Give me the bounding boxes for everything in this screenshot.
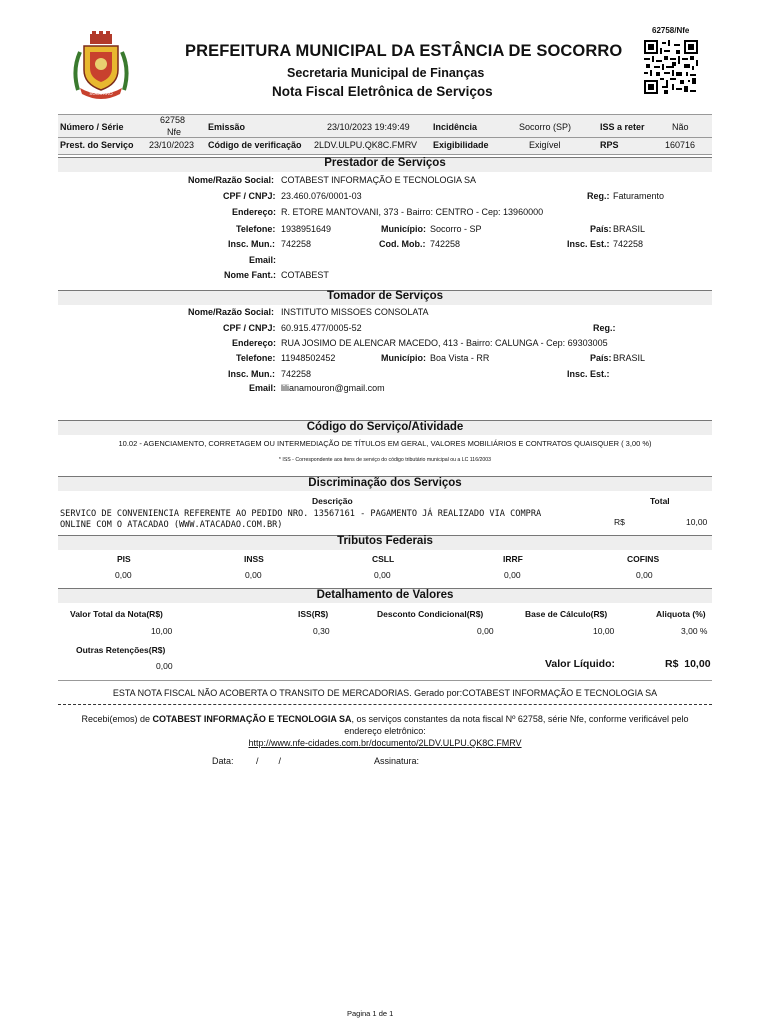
incidencia-value: Socorro (SP) — [519, 122, 572, 132]
aliquota-value: 3,00 % — [681, 626, 708, 636]
service-description-line1: SERVICO DE CONVENIENCIA REFERENTE AO PEDIDO NRO. 13567161 - PAGAMENTO JÁ REALIZADO VIA COMPRA — [60, 509, 542, 519]
prestador-cod-mob-value: 742258 — [430, 239, 461, 249]
tomador-section-title: Tomador de Serviços — [326, 290, 444, 302]
prestador-municipio-value: Socorro - SP — [430, 224, 482, 234]
prestador-section-title: Prestador de Serviços — [324, 157, 446, 169]
exigibilidade-label: Exigibilidade — [433, 140, 489, 150]
codigo-verificacao-value: 2LDV.ULPU.QK8C.FMRV — [314, 140, 418, 150]
tomador-cpf-label: CPF / CNPJ: — [223, 323, 276, 333]
descricao-header: Descrição — [312, 496, 353, 506]
outras-retencoes-value: 0,00 — [156, 661, 173, 671]
desconto-value: 0,00 — [477, 626, 494, 636]
divider — [58, 154, 712, 155]
exigibilidade-value: Exigível — [529, 140, 561, 150]
prestador-insc-mun-label: Insc. Mun.: — [228, 239, 275, 249]
tomador-email-value: lilianamouron@gmail.com — [281, 383, 385, 393]
total-header: Total — [650, 496, 670, 506]
page-number: Pagina 1 de 1 — [347, 1009, 394, 1018]
tomador-municipio-label: Município: — [381, 353, 426, 363]
prestador-municipio-label: Município: — [381, 224, 426, 234]
tomador-telefone-value: 11948502452 — [281, 353, 336, 363]
receipt-line2: endereço eletrônico: — [344, 726, 426, 736]
atividade-note: * ISS - Correspondente aos itens de serviço do código tributário municipal ou a LC 116/2003 — [278, 457, 492, 463]
transit-notice: ESTA NOTA FISCAL NÃO ACOBERTA O TRANSITO DE MERCADORIAS. Gerado por:COTABEST INFORMAÇÃO E TECNOLOGIA SA — [112, 688, 658, 698]
prest-servico-value: 23/10/2023 — [149, 140, 195, 150]
divider — [58, 137, 712, 138]
tributo-irrf-value: 0,00 — [504, 570, 521, 580]
tomador-nome-label: Nome/Razão Social: — [188, 307, 275, 317]
receipt-prefix: Recebi(emos) de — [81, 714, 153, 724]
tributos-section-title: Tributos Federais — [337, 535, 433, 547]
verification-link[interactable]: http://www.nfe-cidades.com.br/documento/2LDV.ULPU.QK8C.FMRV — [248, 738, 522, 748]
tributo-irrf-label: IRRF — [503, 554, 523, 564]
tomador-pais-label: País: — [590, 353, 612, 363]
tomador-insc-mun-value: 742258 — [281, 369, 312, 379]
prestador-email-label: Email: — [249, 255, 277, 265]
iss-value: 0,30 — [313, 626, 330, 636]
prestador-cod-mob-label: Cod. Mob.: — [379, 239, 426, 249]
aliquota-label: Aliquota (%) — [656, 609, 706, 619]
outras-retencoes-label: Outras Retenções(R$) — [76, 645, 166, 655]
prestador-nome-value: COTABEST INFORMAÇÃO E TECNOLOGIA SA — [281, 175, 477, 185]
serie-value: Nfe — [167, 127, 182, 137]
tomador-telefone-label: Telefone: — [236, 353, 276, 363]
iss-reter-value: Não — [672, 122, 689, 132]
tributo-inss-value: 0,00 — [245, 570, 262, 580]
discriminacao-section-title: Discriminação dos Serviços — [308, 477, 462, 489]
tributo-pis-value: 0,00 — [115, 570, 132, 580]
numero-serie-label: Número / Série — [60, 122, 124, 132]
tributo-inss-label: INSS — [244, 554, 264, 564]
numero-value: 62758 — [160, 115, 186, 125]
tomador-email-label: Email: — [249, 383, 277, 393]
tributo-csll-label: CSLL — [372, 554, 395, 564]
tomador-municipio-value: Boa Vista - RR — [430, 353, 490, 363]
prestador-telefone-value: 1938951649 — [281, 224, 332, 234]
base-calculo-label: Base de Cálculo(R$) — [525, 609, 608, 619]
prestador-reg-label: Reg.: — [587, 191, 610, 201]
assinatura-label: Assinatura: — [374, 756, 420, 766]
svg-text:SOCORRO: SOCORRO — [89, 91, 113, 96]
divider — [58, 114, 712, 115]
codigo-verificacao-label: Código de verificação — [208, 140, 302, 150]
tributo-cofins-label: COFINS — [627, 554, 660, 564]
prestador-telefone-label: Telefone: — [236, 224, 276, 234]
prestador-insc-est-label: Insc. Est.: — [567, 239, 610, 249]
emissao-value: 23/10/2023 19:49:49 — [327, 122, 410, 132]
tomador-endereco-label: Endereço: — [232, 338, 277, 348]
service-currency: R$ — [614, 517, 625, 527]
emissao-label: Emissão — [208, 122, 246, 132]
prest-servico-label: Prest. do Serviço — [60, 140, 134, 150]
tomador-nome-value: INSTITUTO MISSOES CONSOLATA — [281, 307, 429, 317]
desconto-label: Desconto Condicional(R$) — [377, 609, 484, 619]
document-id: 62758/Nfe — [652, 26, 690, 35]
page-subtitle-secretaria: Secretaria Municipal de Finanças — [287, 66, 485, 80]
valores-section-title: Detalhamento de Valores — [316, 589, 454, 601]
prestador-nome-fant-value: COTABEST — [281, 270, 329, 280]
prestador-nome-label: Nome/Razão Social: — [188, 175, 275, 185]
service-total: 10,00 — [686, 517, 708, 527]
prestador-insc-est-value: 742258 — [613, 239, 644, 249]
valor-liquido-value: R$ 10,00 — [665, 658, 711, 670]
data-label: Data: — [212, 756, 234, 766]
receipt-company: COTABEST INFORMAÇÃO E TECNOLOGIA SA — [152, 714, 352, 724]
tomador-insc-mun-label: Insc. Mun.: — [228, 369, 275, 379]
valor-total-label: Valor Total da Nota(R$) — [70, 609, 163, 619]
prestador-insc-mun-value: 742258 — [281, 239, 312, 249]
tomador-pais-value: BRASIL — [613, 353, 646, 363]
atividade-text: 10.02 - AGENCIAMENTO, CORRETAGEM OU INTERMEDIAÇÃO DE TÍTULOS EM GERAL, VALORES MOBILIÁRIOS E CONTRATOS QUAISQUER ( 3,00 %) — [118, 439, 652, 448]
page-title: PREFEITURA MUNICIPAL DA ESTÂNCIA DE SOCORRO — [185, 42, 623, 60]
prestador-nome-fant-label: Nome Fant.: — [224, 270, 277, 280]
iss-reter-label: ISS a reter — [600, 122, 645, 132]
rps-label: RPS — [600, 140, 619, 150]
tomador-insc-est-label: Insc. Est.: — [567, 369, 610, 379]
tributo-pis-label: PIS — [117, 554, 131, 564]
prestador-reg-value: Faturamento — [613, 191, 665, 201]
prestador-cpf-value: 23.460.076/0001-03 — [281, 191, 362, 201]
page-subtitle-nota: Nota Fiscal Eletrônica de Serviços — [272, 84, 493, 99]
prestador-endereco-label: Endereço: — [232, 207, 277, 217]
divider — [58, 680, 712, 681]
prestador-pais-value: BRASIL — [613, 224, 646, 234]
municipal-crest-logo — [70, 30, 132, 102]
service-description-line2: ONLINE COM O ATACADAO (WWW.ATACADAO.COM.BR) — [60, 520, 283, 530]
prestador-cpf-label: CPF / CNPJ: — [223, 191, 276, 201]
base-calculo-value: 10,00 — [593, 626, 615, 636]
tomador-endereco-value: RUA JOSIMO DE ALENCAR MACEDO, 413 - Bairro: CALUNGA - Cep: 69303005 — [281, 338, 608, 348]
rps-value: 160716 — [665, 140, 696, 150]
data-slashes: / / — [256, 756, 282, 766]
receipt-text — [58, 713, 712, 749]
tomador-reg-label: Reg.: — [593, 323, 616, 333]
cut-line — [58, 704, 712, 705]
atividade-section-title: Código do Serviço/Atividade — [306, 421, 464, 433]
valor-liquido-label: Valor Líquido: — [545, 658, 615, 670]
iss-label: ISS(R$) — [298, 609, 329, 619]
receipt-suffix: , os serviços constantes da nota fiscal Nº 62758, série Nfe, conforme verificável pelo — [351, 714, 689, 724]
qr-code-icon — [644, 40, 698, 94]
valor-total-value: 10,00 — [151, 626, 173, 636]
tributo-csll-value: 0,00 — [374, 570, 391, 580]
tributo-cofins-value: 0,00 — [636, 570, 653, 580]
incidencia-label: Incidência — [433, 122, 478, 132]
tomador-cpf-value: 60.915.477/0005-52 — [281, 323, 362, 333]
prestador-pais-label: País: — [590, 224, 612, 234]
prestador-endereco-value: R. ETORE MANTOVANI, 373 - Bairro: CENTRO - Cep: 13960000 — [281, 207, 544, 217]
